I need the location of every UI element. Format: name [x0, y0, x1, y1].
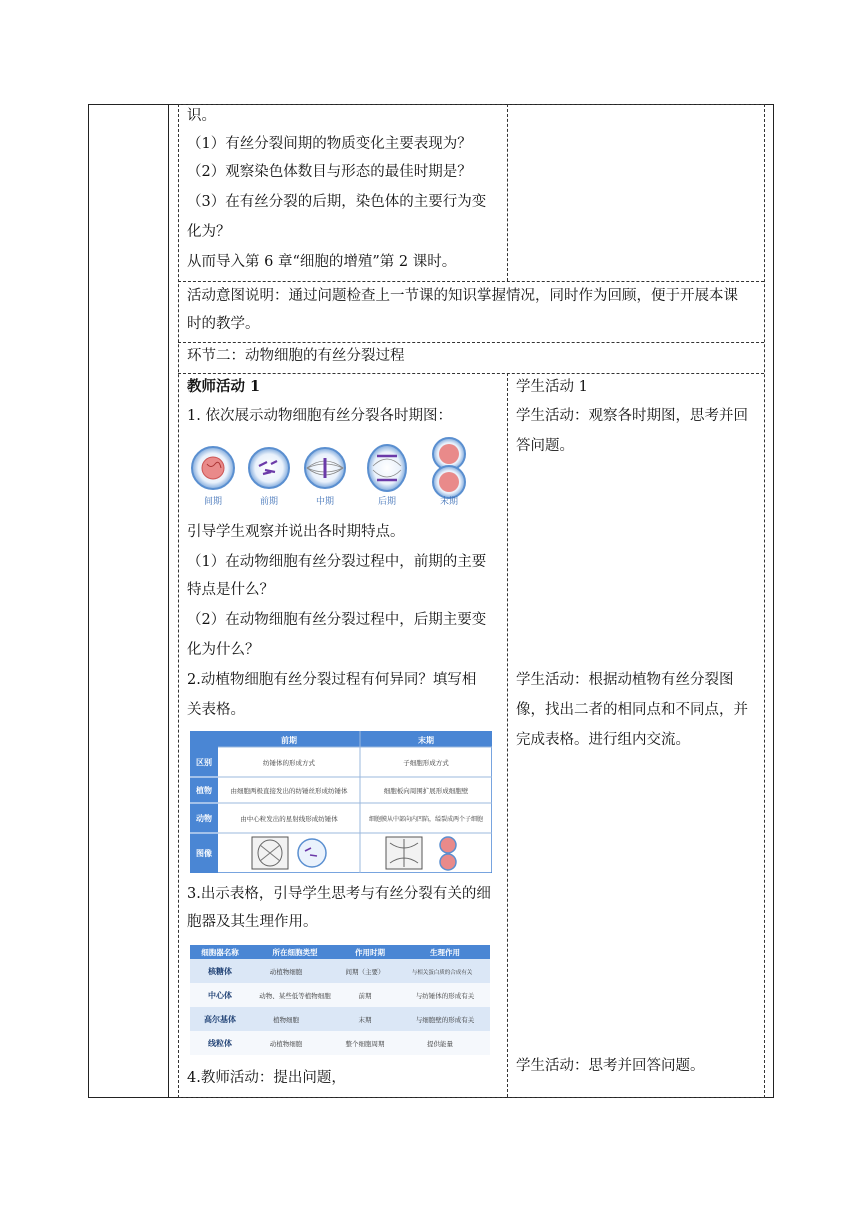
guide-line-1: 引导学生观察并说出各时期特点。	[187, 524, 405, 540]
organelle-header-3: 生理作用	[430, 948, 460, 957]
stage-label-prophase: 前期	[259, 497, 279, 507]
top-line-3: （2）观察染色体数目与形态的最佳时期是？	[187, 164, 472, 180]
student-act2-line-1: 学生活动：根据动植物有丝分裂图	[516, 672, 734, 688]
organelle-cell-3-0: 线粒体	[208, 1039, 232, 1048]
inner-border-right	[764, 104, 765, 1098]
stage-label-telophase: 末期	[439, 497, 459, 507]
compare-row-label-0: 区别	[196, 758, 212, 767]
student-act1-line-2: 答问题。	[516, 438, 574, 454]
item2-line-1: 2.动植物细胞有丝分裂过程有何异同？填写相	[187, 672, 477, 688]
inner-border-top	[178, 104, 764, 105]
organelle-cell-0-3: 与相关蛋白质的合成有关	[411, 970, 473, 976]
teacher-heading: 教师活动 1	[187, 378, 261, 395]
organelle-cell-3-1: 动植物细胞	[269, 1040, 303, 1048]
organelle-table	[190, 945, 490, 1055]
student-act1-line-1: 学生活动：观察各时期图，思考并回	[516, 408, 748, 424]
stage-label-anaphase: 后期	[377, 497, 397, 507]
table-border-col1	[168, 104, 169, 1098]
organelle-header-2: 作用时期	[355, 948, 385, 957]
compare-cell-2-1: 细胞膜从中部向内凹陷，缢裂成两个子细胞	[368, 816, 484, 823]
organelle-cell-1-0: 中心体	[208, 991, 232, 1000]
organelle-cell-2-3: 与细胞壁的形成有关	[415, 1016, 475, 1024]
compare-header-prophase: 前期	[281, 736, 297, 745]
student-act2-line-2: 像，找出二者的相同点和不同点，并	[516, 702, 748, 718]
item3-line-2: 胞器及其生理作用。	[187, 914, 318, 930]
stage-metaphase-cell	[305, 448, 345, 488]
top-line-5: 化为？	[187, 224, 231, 240]
top-line-6: 从而导入第 6 章“细胞的增殖”第 2 课时。	[187, 254, 457, 270]
organelle-cell-2-0: 高尔基体	[204, 1015, 236, 1024]
stage-telophase-cell	[433, 438, 465, 498]
compare-cell-1-1: 细胞板向周围扩展形成细胞壁	[383, 787, 469, 795]
student-act3: 学生活动：思考并回答问题。	[516, 1058, 705, 1074]
stage-label-interphase: 间期	[203, 497, 223, 507]
teacher-item-4: 4.教师活动：提出问题，	[187, 1070, 346, 1086]
compare-row-label-1: 植物	[196, 786, 212, 795]
compare-cell-0-1: 子细胞形成方式	[403, 759, 449, 767]
guide-line-2: （1）在动物细胞有丝分裂过程中，前期的主要	[187, 554, 487, 570]
organelle-cell-0-1: 动植物细胞	[269, 968, 303, 976]
divider-h2	[178, 342, 764, 343]
guide-line-5: 化为什么？	[187, 642, 260, 658]
organelle-cell-2-2: 末期	[358, 1016, 372, 1024]
table-border-left	[88, 104, 89, 1098]
guide-line-4: （2）在动物细胞有丝分裂过程中，后期主要变	[187, 612, 487, 628]
compare-image-plant-prophase	[252, 837, 288, 869]
divider-h1	[178, 281, 764, 282]
organelle-header-1: 所在细胞类型	[272, 948, 318, 957]
plant-animal-compare-table	[190, 731, 492, 873]
intent-line-1: 活动意图说明：通过问题检查上一节课的知识掌握情况，同时作为回顾，便于开展本课	[187, 288, 738, 304]
top-line-4: （3）在有丝分裂的后期，染色体的主要行为变	[187, 194, 487, 210]
guide-line-3: 特点是什么？	[187, 582, 274, 598]
organelle-cell-3-2: 整个细胞周期	[345, 1040, 385, 1048]
compare-cell-1-0: 由细胞两极直接发出的纺锤丝形成纺锤体	[230, 787, 348, 795]
section-title: 环节二：动物细胞的有丝分裂过程	[187, 348, 405, 364]
organelle-cell-1-1: 动物、某些低等植物细胞	[259, 992, 331, 1000]
inner-border-left	[178, 104, 179, 1098]
mitosis-stages-figure	[187, 436, 477, 514]
stage-prophase-cell	[249, 448, 289, 488]
table-border-right	[773, 104, 774, 1098]
inner-border-bottom	[178, 1097, 764, 1098]
divider-top	[507, 104, 508, 281]
organelle-cell-0-2: 间期（主要）	[345, 968, 385, 976]
divider-h3	[178, 373, 764, 374]
top-line-2: （1）有丝分裂间期的物质变化主要表现为？	[187, 136, 472, 152]
student-heading: 学生活动 1	[516, 379, 588, 395]
stage-interphase-cell	[192, 447, 234, 489]
compare-row-label-2: 动物	[196, 814, 212, 823]
compare-image-animal-prophase	[298, 839, 326, 867]
item2-line-2: 关表格。	[187, 702, 245, 718]
divider-activities	[507, 373, 508, 1097]
stage-label-metaphase: 中期	[315, 497, 335, 507]
top-line-1: 识。	[187, 108, 216, 124]
student-act2-line-3: 完成表格。进行组内交流。	[516, 732, 690, 748]
organelle-cell-3-3: 提供能量	[427, 1040, 453, 1048]
organelle-cell-2-1: 植物细胞	[273, 1016, 299, 1024]
organelle-cell-1-2: 前期	[358, 992, 372, 1000]
compare-header-telophase: 末期	[418, 736, 434, 745]
item3-line-1: 3.出示表格，引导学生思考与有丝分裂有关的细	[187, 886, 491, 902]
teacher-item-1: 1. 依次展示动物细胞有丝分裂各时期图：	[187, 408, 452, 424]
compare-cell-0-0: 纺锤体的形成方式	[263, 759, 315, 767]
intent-line-2: 时的教学。	[187, 316, 260, 332]
compare-image-plant-telophase	[386, 837, 422, 869]
organelle-header-0: 细胞器名称	[201, 948, 239, 957]
stage-anaphase-cell	[368, 445, 406, 491]
compare-row-label-3: 图像	[196, 849, 212, 858]
organelle-cell-1-3: 与纺锤体的形成有关	[415, 992, 475, 1000]
compare-cell-2-0: 由中心粒发出的星射线形成纺锤体	[240, 815, 338, 823]
organelle-cell-0-0: 核糖体	[208, 967, 232, 976]
